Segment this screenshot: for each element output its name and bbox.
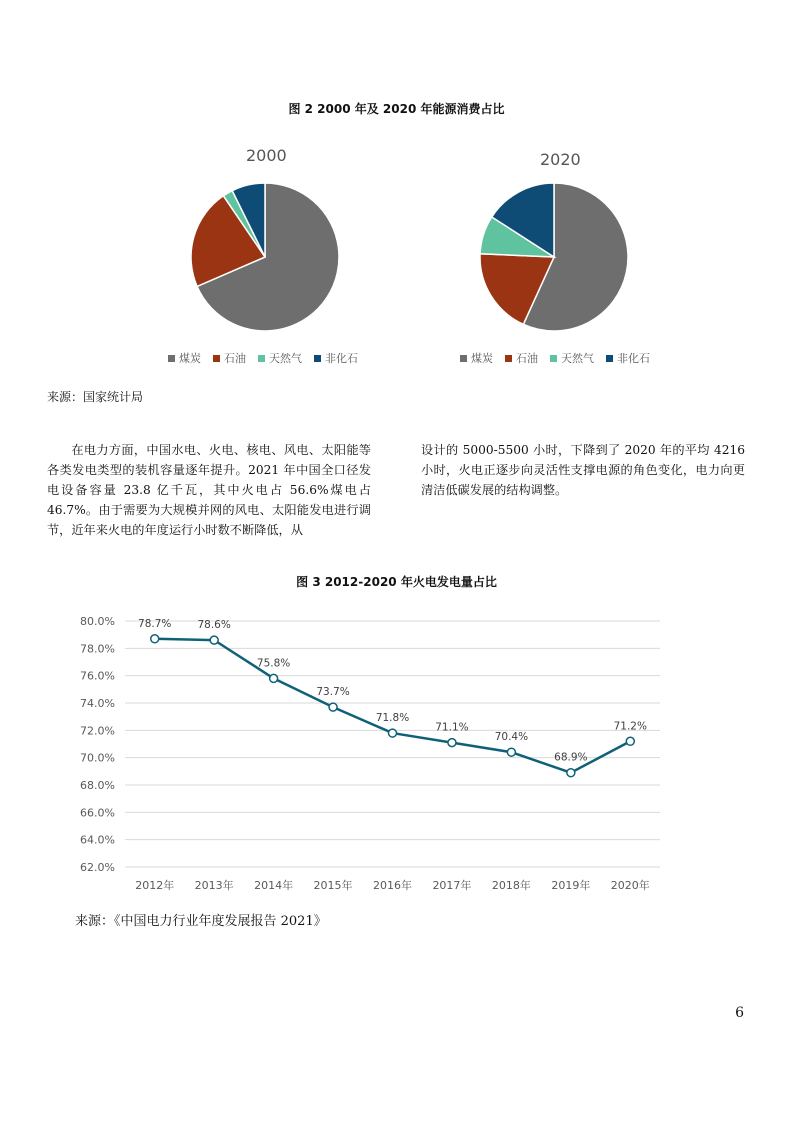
data-label: 71.1%: [435, 721, 469, 734]
legend-swatch-gas: [258, 355, 265, 362]
pie-2000-title: 2000: [246, 146, 287, 165]
x-tick-label: 2017年: [432, 879, 472, 892]
data-point: [270, 674, 278, 682]
data-label: 70.4%: [494, 731, 529, 744]
y-tick-label: 78.0%: [80, 642, 115, 656]
x-tick-label: 2016年: [373, 879, 412, 892]
body-paragraph-col1: 在电力方面，中国水电、火电、核电、风电、太阳能等各类发电类型的装机容量逐年提升。2021 年中国全口径发电设备容量 23.8 亿千瓦，其中火电占 56.6%煤电占 46.7%。由于需要为大规模并网的风电、太阳能发电进行调节，近年来火电的年度运行小时数不断降低，从: [47, 443, 371, 537]
data-point: [329, 703, 337, 711]
legend-item: 天然气: [550, 350, 594, 366]
legend-item: 煤炭: [168, 350, 201, 366]
legend-item: 非化石: [606, 350, 650, 366]
data-label: 71.8%: [375, 712, 410, 725]
legend-swatch-nonfossil: [606, 355, 613, 362]
body-paragraph-col2: 设计的 5000-5500 小时，下降到了 2020 年的平均 4216 小时，火电正逐步向灵活性支撑电源的角色变化，电力向更清洁低碳发展的结构调整。: [421, 443, 745, 497]
x-tick-label: 2018年: [491, 879, 531, 892]
y-tick-label: 62.0%: [80, 861, 115, 874]
pie-2020-legend: [460, 350, 650, 366]
data-point: [210, 636, 218, 644]
x-tick-label: 2020年: [610, 879, 650, 892]
x-tick-label: 2019年: [551, 879, 591, 892]
figure2-title: 图 2 2000 年及 2020 年能源消费占比: [288, 102, 505, 116]
data-label: 68.9%: [554, 751, 588, 764]
x-tick-label: 2012年: [135, 879, 175, 892]
y-tick-label: 64.0%: [80, 833, 115, 847]
data-point: [626, 737, 634, 745]
y-tick-label: 70.0%: [80, 751, 115, 765]
data-point: [507, 748, 515, 756]
legend-item: 天然气: [258, 350, 302, 366]
data-point: [151, 635, 159, 643]
legend-item: 煤炭: [460, 350, 493, 366]
y-tick-label: 74.0%: [80, 697, 115, 710]
pie-chart-2000: [186, 180, 346, 335]
pie-2000-legend: [168, 350, 358, 366]
y-tick-label: 76.0%: [80, 669, 115, 683]
figure3-title: 图 3 2012-2020 年火电发电量占比: [296, 575, 497, 589]
legend-swatch-nonfossil: [314, 355, 321, 362]
figure3-source: 来源：《中国电力行业年度发展报告 2021》: [75, 914, 327, 929]
y-tick-label: 80.0%: [80, 615, 115, 628]
data-point: [448, 739, 456, 747]
x-tick-label: 2014年: [254, 879, 294, 892]
legend-item: 非化石: [314, 350, 358, 366]
y-tick-label: 66.0%: [80, 806, 115, 820]
x-tick-label: 2013年: [194, 879, 234, 892]
y-tick-label: 72.0%: [80, 724, 115, 738]
data-point: [389, 729, 397, 737]
x-tick-label: 2015年: [313, 879, 353, 892]
figure2-source: 来源：国家统计局: [47, 390, 144, 404]
page-number: 6: [735, 1005, 744, 1021]
y-tick-label: 68.0%: [80, 779, 115, 792]
data-label: 73.7%: [316, 686, 350, 699]
pie-2020-title: 2020: [540, 150, 581, 169]
data-label: 78.6%: [197, 619, 231, 632]
legend-swatch-oil: [505, 355, 512, 362]
data-label: 71.2%: [613, 720, 647, 733]
legend-swatch-gas: [550, 355, 557, 362]
line-chart-thermal-power: [70, 605, 680, 900]
data-label: 75.8%: [256, 657, 291, 670]
data-point: [567, 769, 575, 777]
legend-swatch-coal: [460, 355, 467, 362]
legend-item: 石油: [505, 350, 538, 366]
pie-chart-2020: [475, 180, 635, 335]
legend-item: 石油: [213, 350, 246, 366]
legend-swatch-coal: [168, 355, 175, 362]
data-label: 78.7%: [138, 617, 172, 630]
legend-swatch-oil: [213, 355, 220, 362]
